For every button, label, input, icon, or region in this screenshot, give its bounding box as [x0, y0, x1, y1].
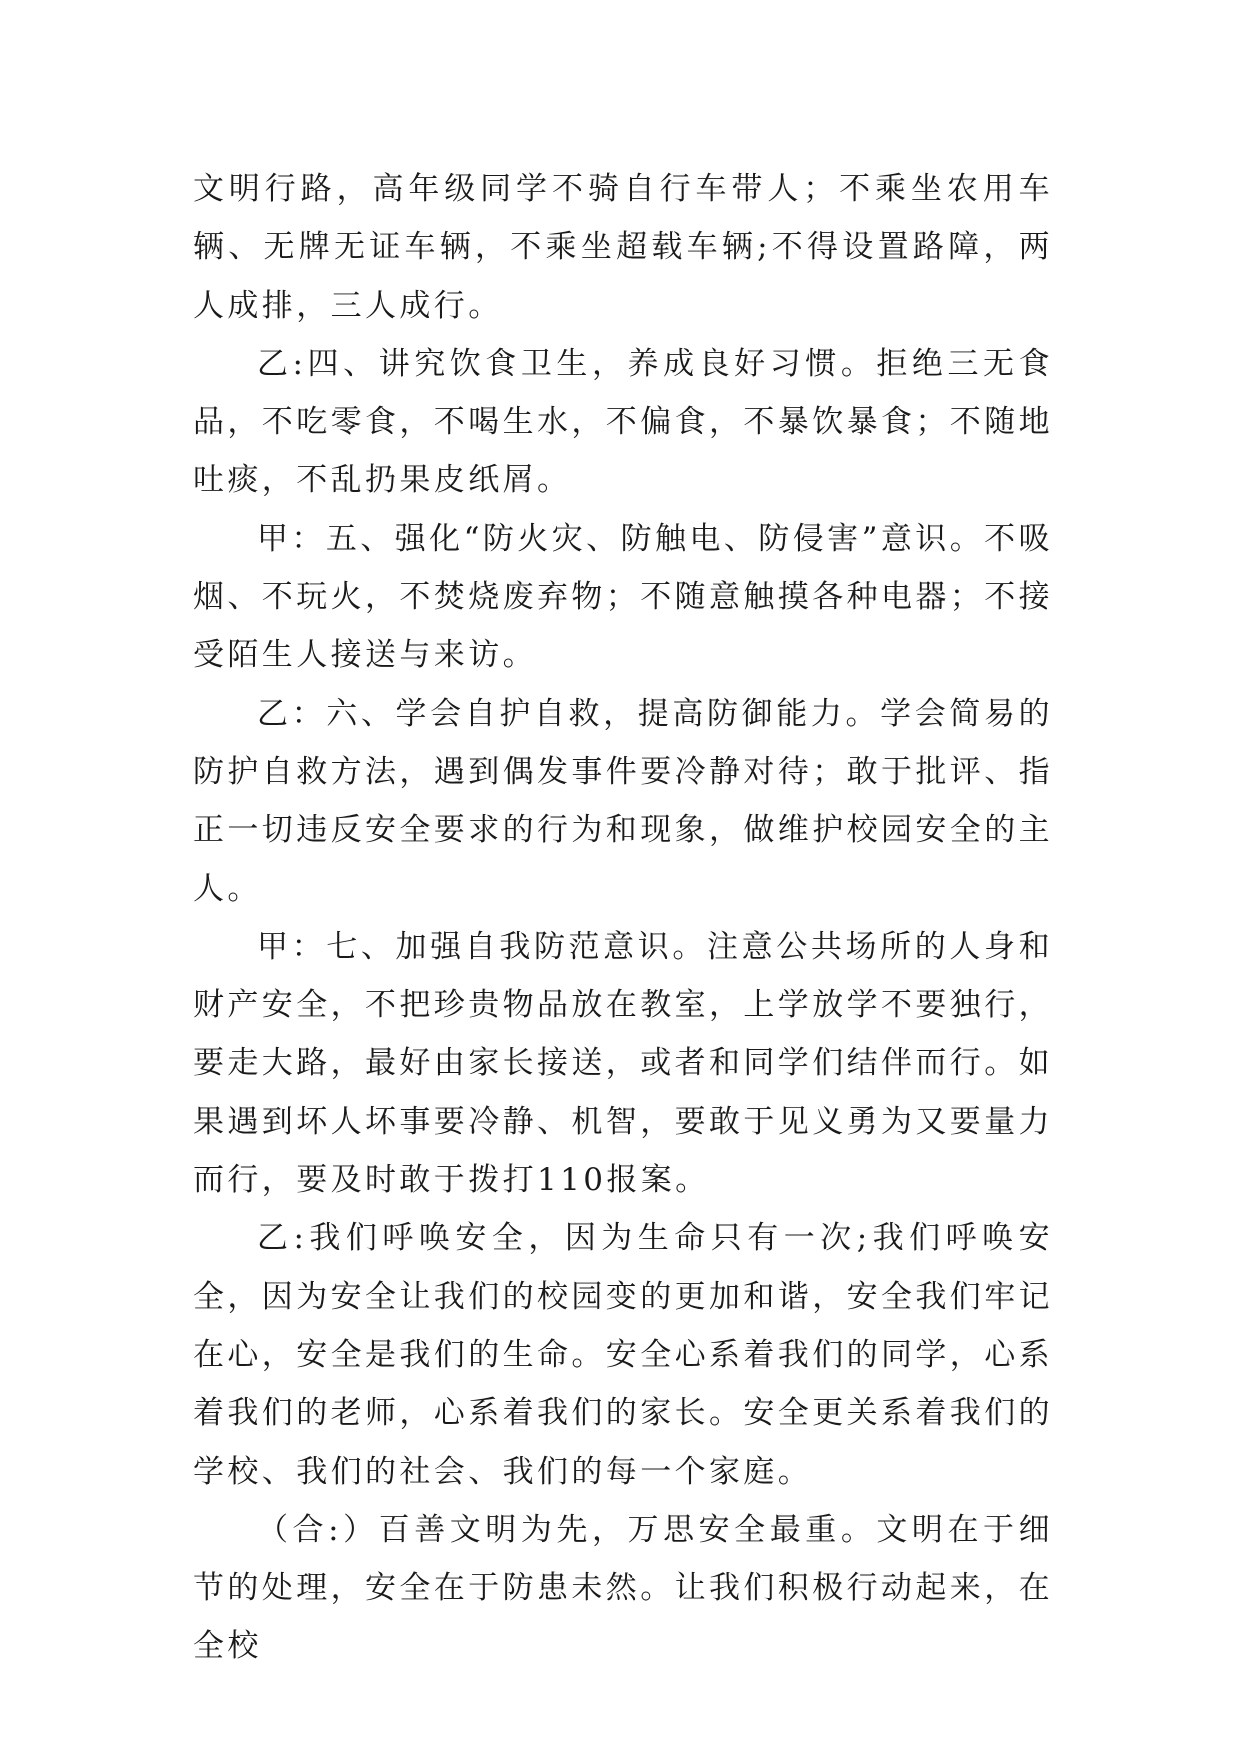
paragraph-closing-chorus: （合:）百善文明为先，万思安全最重。文明在于细节的处理，安全在于防患未然。让我们积极行动起来，在全校 — [193, 1511, 1053, 1665]
paragraph-self-defense-awareness: 甲：七、加强自我防范意识。注意公共场所的人身和财产安全，不把珍贵物品放在教室，上学放学不要独行，要走大路，最好由家长接送，或者和同学们结伴而行。如果遇到坏人坏事要冷静、机智，要敢于见义勇为又要量力而行，要及时敢于拨打110报案。 — [193, 928, 1053, 1199]
paragraph-traffic-rules: 文明行路，高年级同学不骑自行车带人；不乘坐农用车辆、无牌无证车辆，不乘坐超载车辆;不得设置路障，两人成排，三人成行。 — [193, 171, 1053, 324]
paragraph-self-protection: 乙：六、学会自护自救，提高防御能力。学会简易的防护自救方法，遇到偶发事件要冷静对待；敢于批评、指正一切违反安全要求的行为和现象，做维护校园安全的主人。 — [193, 695, 1053, 907]
paragraph-fire-safety: 甲：五、强化“防火灾、防触电、防侵害”意识。不吸烟、不玩火，不焚烧废弃物；不随意触摸各种电器；不接受陌生人接送与来访。 — [193, 520, 1053, 674]
body-text — [193, 160, 1053, 1676]
paragraph-food-hygiene: 乙:四、讲究饮食卫生，养成良好习惯。拒绝三无食品，不吃零食，不喝生水，不偏食，不暴饮暴食；不随地吐痰，不乱扔果皮纸屑。 — [193, 345, 1053, 499]
paragraph-call-for-safety: 乙:我们呼唤安全，因为生命只有一次;我们呼唤安全，因为安全让我们的校园变的更加和谐，安全我们牢记在心，安全是我们的生命。安全心系着我们的同学，心系着我们的老师，心系着我们的家长。安全更关系着我们的学校、我们的社会、我们的每一个家庭。 — [193, 1220, 1053, 1490]
